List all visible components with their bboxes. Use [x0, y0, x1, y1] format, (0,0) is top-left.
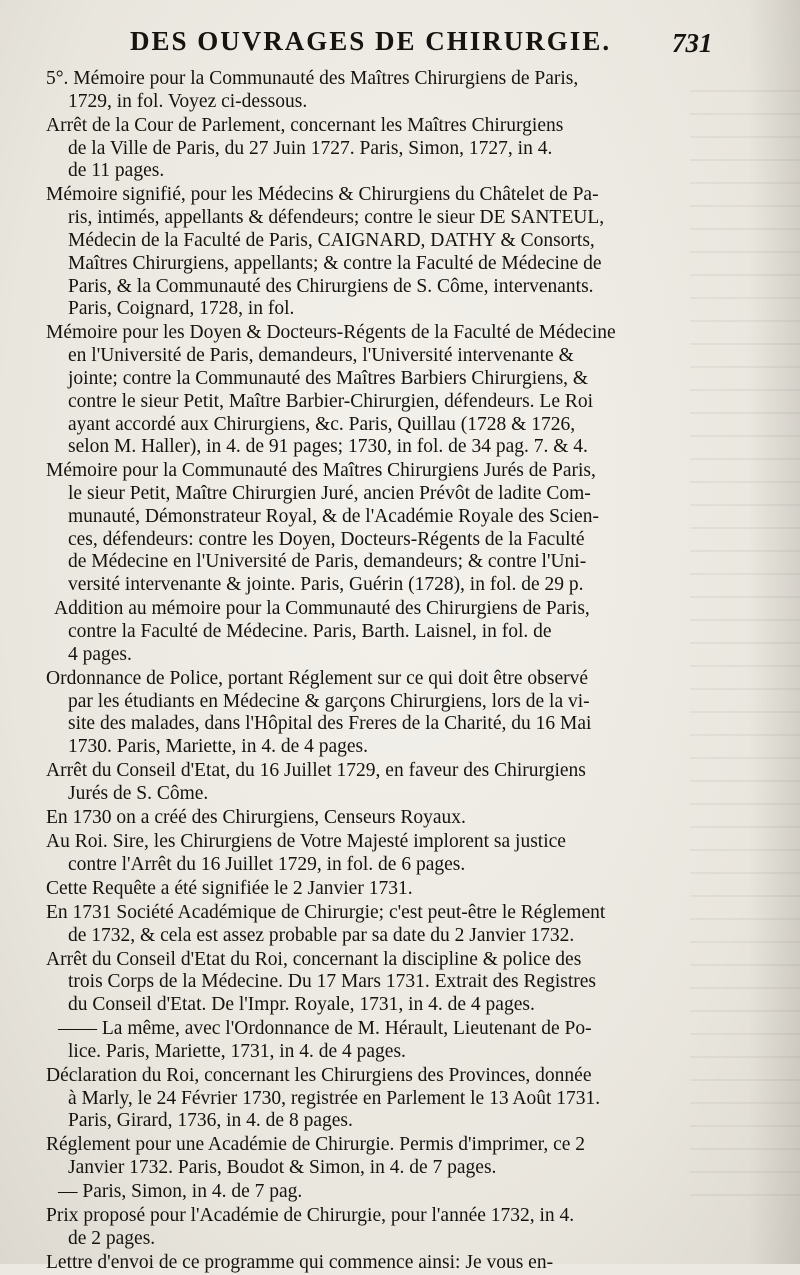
entry-line: de 11 pages.: [68, 160, 165, 182]
entry-line: munauté, Démonstrateur Royal, & de l'Académie Royale des Scien-: [68, 505, 599, 527]
bibliography-entry: [46, 115, 704, 183]
entry-line: En 1731 Société Académique de Chirurgie; c'est peut-être le Réglement: [46, 901, 606, 923]
entry-line: Prix proposé pour l'Académie de Chirurgie, pour l'année 1732, in 4.: [46, 1205, 575, 1227]
entry-line: Paris, Coignard, 1728, in fol.: [68, 298, 295, 320]
entry-line: Mémoire signifié, pour les Médecins & Chirurgiens du Châtelet de Pa-: [46, 184, 599, 206]
entry-line: contre l'Arrêt du 16 Juillet 1729, in fol. de 6 pages.: [68, 853, 466, 875]
bibliography-entry: [46, 1134, 704, 1180]
entry-line: le sieur Petit, Maître Chirurgien Juré, ancien Prévôt de ladite Com-: [68, 483, 591, 505]
entry-line: Addition au mémoire pour la Communauté des Chirurgiens de Paris,: [54, 598, 590, 620]
entry-line: de 2 pages.: [68, 1228, 156, 1250]
entry-line: ayant accordé aux Chirurgiens, &c. Paris, Quillau (1728 & 1726,: [68, 413, 576, 435]
bibliography-entry: [46, 460, 704, 597]
bibliography-entry: [46, 322, 704, 459]
bibliography-entry: [46, 68, 704, 114]
entry-line: 4 pages.: [68, 643, 132, 665]
entry-line: En 1730 on a créé des Chirurgiens, Censeurs Royaux.: [46, 807, 466, 828]
entry-line: trois Corps de la Médecine. Du 17 Mars 1731. Extrait des Registres: [68, 971, 597, 993]
page-header: [46, 26, 713, 68]
entry-line: —— La même, avec l'Ordonnance de M. Hérault, Lieutenant de Po-: [58, 1018, 592, 1040]
entry-line: de Médecine en l'Université de Paris, demandeurs; & contre l'Uni-: [68, 551, 587, 573]
show-through-texture: [690, 90, 800, 1210]
entry-line: Arrêt du Conseil d'Etat, du 16 Juillet 1729, en faveur des Chirurgiens: [46, 760, 586, 782]
entry-line: Mémoire pour la Communauté des Maîtres Chirurgiens Jurés de Paris,: [46, 460, 596, 482]
entry-line: lice. Paris, Mariette, 1731, in 4. de 4 pages.: [68, 1040, 406, 1062]
entry-line: 5°. Mémoire pour la Communauté des Maîtres Chirurgiens de Paris,: [46, 68, 579, 89]
entry-line: ris, intimés, appellants & défendeurs; contre le sieur DE SANTEUL,: [68, 207, 605, 229]
bibliography-entry: [46, 949, 704, 1017]
bibliography-entry: [46, 902, 704, 948]
entry-line: site des malades, dans l'Hôpital des Freres de la Charité, du 16 Mai: [68, 713, 592, 735]
bibliography-entry: [46, 878, 704, 901]
bibliography-entry: [46, 598, 704, 666]
entry-line: — Paris, Simon, in 4. de 7 pag.: [58, 1181, 303, 1203]
entry-line: contre le sieur Petit, Maître Barbier-Chirurgien, défendeurs. Le Roi: [68, 390, 594, 412]
entry-line: Jurés de S. Côme.: [68, 783, 209, 805]
entry-line: versité intervenante & jointe. Paris, Guérin (1728), in fol. de 29 p.: [68, 574, 584, 596]
entry-line: de la Ville de Paris, du 27 Juin 1727. Paris, Simon, 1727, in 4.: [68, 137, 553, 159]
bibliography-entries: [46, 68, 704, 1275]
bibliography-entry: [46, 807, 704, 830]
bibliography-entry: [46, 760, 704, 806]
entry-line: Lettre d'envoi de ce programme qui commence ainsi: Je vous en-: [46, 1252, 554, 1274]
entry-line: Paris, Girard, 1736, in 4. de 8 pages.: [68, 1110, 353, 1132]
entry-line: Janvier 1732. Paris, Boudot & Simon, in 4. de 7 pages.: [68, 1157, 497, 1179]
entry-line: selon M. Haller), in 4. de 91 pages; 1730, in fol. de 34 pag. 7. & 4.: [68, 436, 588, 458]
entry-line: 1730. Paris, Mariette, in 4. de 4 pages.: [68, 736, 369, 758]
entry-line: Ordonnance de Police, portant Réglement sur ce qui doit être observé: [46, 667, 589, 689]
entry-line: 1729, in fol. Voyez ci-dessous.: [68, 90, 308, 112]
bibliography-entry: [46, 1018, 704, 1064]
bibliography-entry: [46, 1065, 704, 1133]
bibliography-entry: [46, 831, 704, 877]
page-number: 731: [672, 28, 713, 58]
entry-line: Déclaration du Roi, concernant les Chirurgiens des Provinces, donnée: [46, 1064, 592, 1086]
bibliography-entry: [46, 1252, 704, 1275]
entry-line: Arrêt de la Cour de Parlement, concernant les Maîtres Chirurgiens: [46, 114, 564, 136]
entry-line: Paris, & la Communauté des Chirurgiens de S. Côme, intervenants.: [68, 275, 594, 297]
bibliography-entry: [46, 1205, 704, 1251]
entry-line: Réglement pour une Académie de Chirurgie. Permis d'imprimer, ce 2: [46, 1134, 586, 1156]
entry-line: du Conseil d'Etat. De l'Impr. Royale, 1731, in 4. de 4 pages.: [68, 994, 535, 1016]
bibliography-entry: [46, 668, 704, 759]
entry-line: à Marly, le 24 Février 1730, registrée en Parlement le 13 Août 1731.: [68, 1087, 601, 1109]
entry-line: Au Roi. Sire, les Chirurgiens de Votre Majesté implorent sa justice: [46, 830, 566, 852]
entry-line: Médecin de la Faculté de Paris, CAIGNARD, DATHY & Consorts,: [68, 229, 595, 251]
entry-line: par les étudiants en Médecine & garçons Chirurgiens, lors de la vi-: [68, 690, 590, 712]
entry-line: de 1732, & cela est assez probable par sa date du 2 Janvier 1732.: [68, 924, 575, 946]
entry-line: Mémoire pour les Doyen & Docteurs-Régents de la Faculté de Médecine: [46, 322, 616, 344]
entry-line: Maîtres Chirurgiens, appellants; & contre la Faculté de Médecine de: [68, 252, 602, 274]
bibliography-entry: [46, 184, 704, 321]
entry-line: Cette Requête a été signifiée le 2 Janvier 1731.: [46, 877, 413, 899]
entry-line: jointe; contre la Communauté des Maîtres Barbiers Chirurgiens, &: [68, 367, 589, 389]
running-title: DES OUVRAGES DE CHIRURGIE.: [130, 26, 612, 56]
entry-line: en l'Université de Paris, demandeurs, l'Université intervenante &: [68, 345, 574, 367]
entry-line: Arrêt du Conseil d'Etat du Roi, concernant la discipline & police des: [46, 948, 582, 970]
entry-line: ces, défendeurs: contre les Doyen, Docteurs-Régents de la Faculté: [68, 528, 585, 550]
entry-line: contre la Faculté de Médecine. Paris, Barth. Laisnel, in fol. de: [68, 621, 552, 643]
bibliography-entry: [46, 1181, 704, 1204]
